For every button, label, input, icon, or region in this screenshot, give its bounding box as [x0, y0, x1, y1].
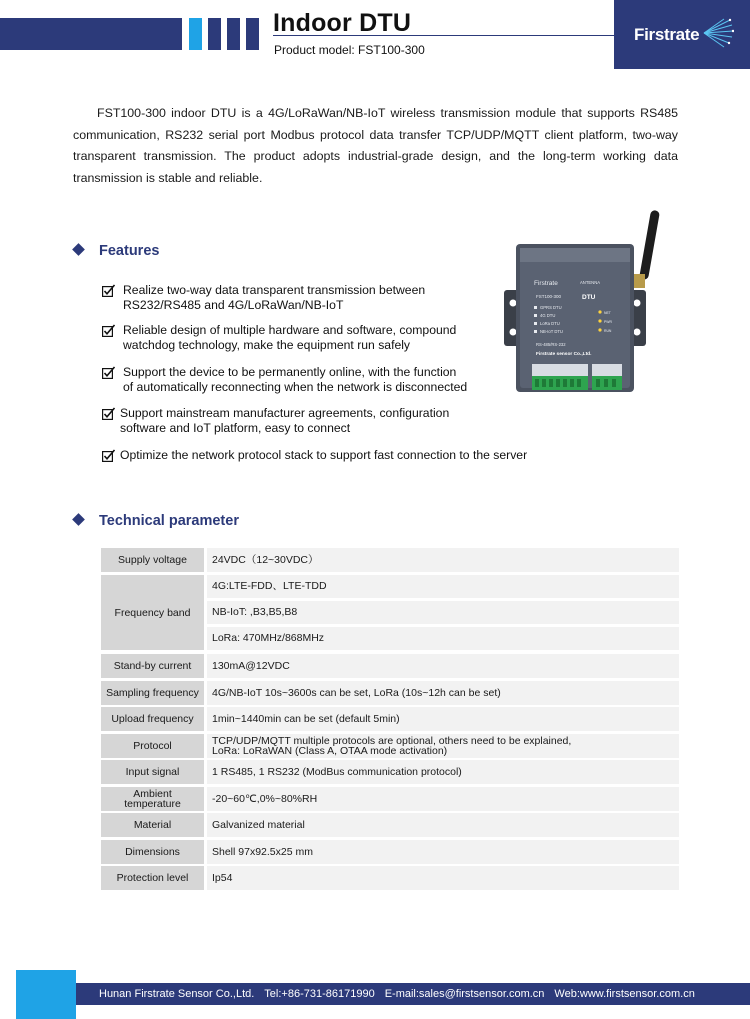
product-model: Product model: FST100-300 — [274, 43, 425, 57]
param-label: Frequency band — [101, 575, 204, 650]
header-block — [227, 18, 240, 50]
header-block — [246, 18, 259, 50]
features-heading-label: Features — [99, 243, 160, 259]
param-label: Stand-by current — [101, 654, 204, 678]
header-block — [208, 18, 221, 50]
intro-paragraph: FST100-300 indoor DTU is a 4G/LoRaWan/NB-IoT wireless transmission module that supports RS485 communication, RS232 serial port Modbus protocol data transfer TCP/UDP/MQTT client platform, two-way transparent transmission. The product adopts industrial-grade design, and the long-term working data transmission is stable and reliable. — [73, 106, 678, 185]
device-indicator: NB-IoT DTU — [540, 329, 563, 334]
footer-company: Hunan Firstrate Sensor Co.,Ltd. — [99, 988, 255, 1000]
param-value-line: LoRa: LoRaWAN (Class A, OTAA mode activation) — [212, 745, 448, 757]
param-value: LoRa: 470MHz/868MHz — [207, 627, 679, 650]
param-label: Protection level — [101, 866, 204, 890]
feature-item — [102, 365, 467, 395]
footer-tel: Tel:+86-731-86171990 — [264, 988, 375, 1000]
param-value — [207, 734, 679, 758]
device-indicator: GPRS DTU — [540, 305, 562, 310]
device-indicator: LoRa DTU — [540, 321, 560, 326]
feature-text: Support mainstream manufacturer agreements, configuration — [120, 406, 450, 420]
param-value: 4G/NB-IoT 10s~3600s can be set, LoRa (10s~12h can be set) — [207, 681, 679, 705]
checkbox-checked-icon — [102, 324, 115, 337]
feature-text: Optimize the network protocol stack to support fast connection to the server — [120, 448, 528, 462]
param-label: Supply voltage — [101, 548, 204, 572]
feature-item — [102, 406, 449, 436]
device-antenna-label: ANTENNA — [580, 280, 601, 285]
param-value: 4G:LTE-FDD、LTE-TDD — [207, 575, 679, 598]
tech-heading — [74, 513, 239, 529]
param-label: Upload frequency — [101, 707, 204, 731]
device-led-label: PWR — [604, 320, 612, 324]
feature-text: Support the device to be permanently online, with the function — [123, 365, 457, 379]
feature-text: RS232/RS485 and 4G/LoRaWan/NB-IoT — [123, 298, 344, 312]
footer-email: E-mail:sales@firstsensor.com.cn — [384, 988, 545, 1000]
starburst-icon — [700, 16, 734, 50]
param-value: 1min~1440min can be set (default 5min) — [207, 707, 679, 731]
param-value-line: TCP/UDP/MQTT multiple protocols are optional, others need to be explained, — [212, 734, 572, 747]
logo: Firstrate — [634, 25, 700, 44]
param-value: -20~60℃,0%~80%RH — [207, 787, 679, 811]
device-model-label: FST100-300 — [536, 294, 562, 299]
checkbox-checked-icon — [102, 284, 115, 297]
device-name-label: DTU — [582, 294, 596, 301]
device-brand-label: Firstrate — [534, 280, 558, 287]
checkbox-checked-icon — [102, 366, 115, 379]
diamond-icon — [72, 513, 85, 526]
device-indicator: 4G DTU — [540, 313, 556, 318]
feature-text: Realize two-way data transparent transmission between — [123, 283, 426, 297]
param-value: NB-IoT: ,B3,B5,B8 — [207, 601, 679, 624]
page-title: Indoor DTU — [273, 9, 412, 37]
param-label-line: temperature — [124, 798, 181, 810]
device-led-label: RUN — [604, 329, 612, 333]
param-value: 1 RS485, 1 RS232 (ModBus communication protocol) — [207, 760, 679, 784]
checkbox-checked-icon — [102, 407, 115, 420]
device-port-label: RS-485/RS-232 — [536, 342, 566, 347]
param-label: Material — [101, 813, 204, 837]
feature-item — [102, 323, 456, 353]
dtu-device-image — [500, 208, 660, 413]
checkbox-checked-icon — [102, 449, 115, 462]
feature-text: software and IoT platform, easy to connect — [120, 421, 351, 435]
feature-text: Reliable design of multiple hardware and software, compound — [123, 323, 457, 337]
param-label: Protocol — [101, 734, 204, 758]
device-led-label: NET — [604, 311, 611, 315]
param-value: 24VDC（12~30VDC） — [207, 548, 679, 572]
header-bar — [0, 18, 182, 50]
feature-text: watchdog technology, make the equipment run safely — [123, 338, 411, 352]
footer-bar — [76, 983, 750, 1005]
param-label: Sampling frequency — [101, 681, 204, 705]
param-label: Dimensions — [101, 840, 204, 864]
feature-item — [102, 283, 425, 313]
param-value: Galvanized material — [207, 813, 679, 837]
param-value: Shell 97x92.5x25 mm — [207, 840, 679, 864]
param-value: Ip54 — [207, 866, 679, 890]
features-heading — [74, 243, 159, 259]
param-label-line: Ambient — [133, 788, 172, 800]
tech-heading-label: Technical parameter — [99, 513, 239, 529]
footer-accent-square — [16, 970, 76, 1019]
header-block — [189, 18, 202, 50]
diamond-icon — [72, 243, 85, 256]
feature-item — [102, 448, 527, 463]
feature-text: of automatically reconnecting when the network is disconnected — [123, 380, 468, 394]
param-label — [101, 787, 204, 811]
param-label: Input signal — [101, 760, 204, 784]
param-value: 130mA@12VDC — [207, 654, 679, 678]
device-company-label: Firstrate sensor Co.,Ltd. — [536, 352, 592, 357]
footer-web: Web:www.firstsensor.com.cn — [554, 988, 695, 1000]
